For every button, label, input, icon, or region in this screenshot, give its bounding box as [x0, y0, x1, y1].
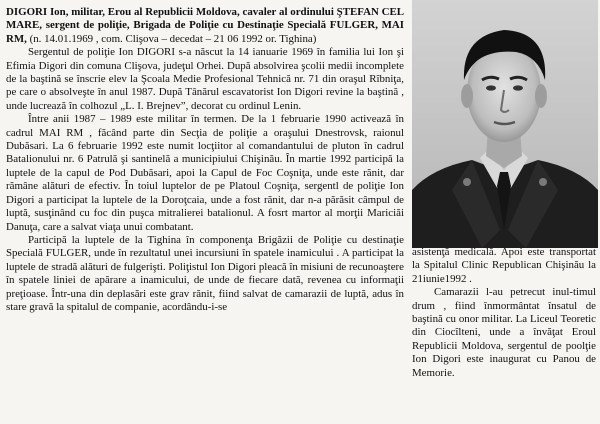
paragraph-2: Între anii 1987 – 1989 este militar în termen. De la 1 februarie 1990 activează în cadrul MAI RM , făcând parte din Secţia de poliţie a oraşului Dnestrovsk, raionul Dubăsari. La 6 februarie 1992 este numit locţiitor al comandantului de pluton în cadrul Batalionului nr. 6 Patrulă şi santinelă a municipiului Chişinău. În martie 1992 participă la luptele de la capul de Pod Dubăsari, apoi la Capul de Foc Coşniţa, unde este rănit, dar rămâne alături de efectiv. În toiul luptelor de pe Platoul Coşniţa, sergentl de poliţie Ion Digori a participat la luptele de la Doroţcaia, unde a fost rănit, dar n-a părăsit câmpul de luptă, susţinând cu foc din puşca mitralierei batalionul. A fosrt martor al morţii Mariciăi Danuţa, care a salvat viaţa unui combatant.	[6, 113, 404, 233]
side-text-column	[412, 246, 596, 380]
side-paragraph-1: asistenţă medicală. Apoi este transportat la Spitalul Clinic Republican Chişinău la 21iunie1992 .	[412, 246, 596, 285]
side-paragraph-2: Camarazii l-au petrecut inul-timul drum , fiind înmormântat însatul de baştină cu onor militar. La Liceul Teoretic din Ciocîlteni, unde a învăţat Eroul Republicii Moldova, sergentul de poolţie Ion Digori este inaugurat cu Panou de Memorie.	[412, 286, 596, 379]
main-text-column	[6, 6, 404, 314]
paragraph-1: Sergentul de poliţie Ion DIGORI s-a născut la 14 ianuarie 1969 în familia lui Ion şi Efimia Digori din comuna Clişova, judeţul Orhei. După absolvirea şcolii medii incomplete de la baştină se înscrie elev la Şcoala Medie Profesional Tehnică nr. 71 din oraşul Rîbniţa, pe care o absolveşte în anul 1987. După Tânărul escavatorist Ion Digori revine la baştină , unde lucrează în colhozul „L. I. Brejnev”, decorat cu ordinul Lenin.	[6, 46, 404, 112]
heading-bold: DIGORI Ion, militar, Erou al Republicii Moldova, cavaler al ordinului ŞTEFAN CEL MARE, sergent de poliţie, Brigada de Poliţie cu Destinaţie Specială FULGER, MAI RM,	[6, 6, 404, 45]
paragraph-3: Participă la luptele de la Tighina în componenţa Brigăzii de Poliţie cu destinaţie Specială FULGER, unde în rezultatul unei incursiuni în spatele inamicului . A participat la luptele de stradă alături de fulgerişti. Poliţistul Ion Digori pleacă în misiuni de recunoaştere în spatele liniei de apărare a inamicului, de unde de fiecare dată, revenea cu informaţii preţioase. Într-una din deplasări este grav rănit, fiind salvat de camarazii de luptă, adus în stare gravă la spitalul de companie, acordându-i-se	[6, 233, 404, 313]
portrait-photo	[412, 0, 598, 248]
portrait-image	[412, 0, 598, 248]
biography-heading	[6, 6, 404, 46]
heading-dates: (n. 14.01.1969 , com. Clişova – decedat – 21 06 1992 or. Tighina)	[26, 32, 317, 45]
